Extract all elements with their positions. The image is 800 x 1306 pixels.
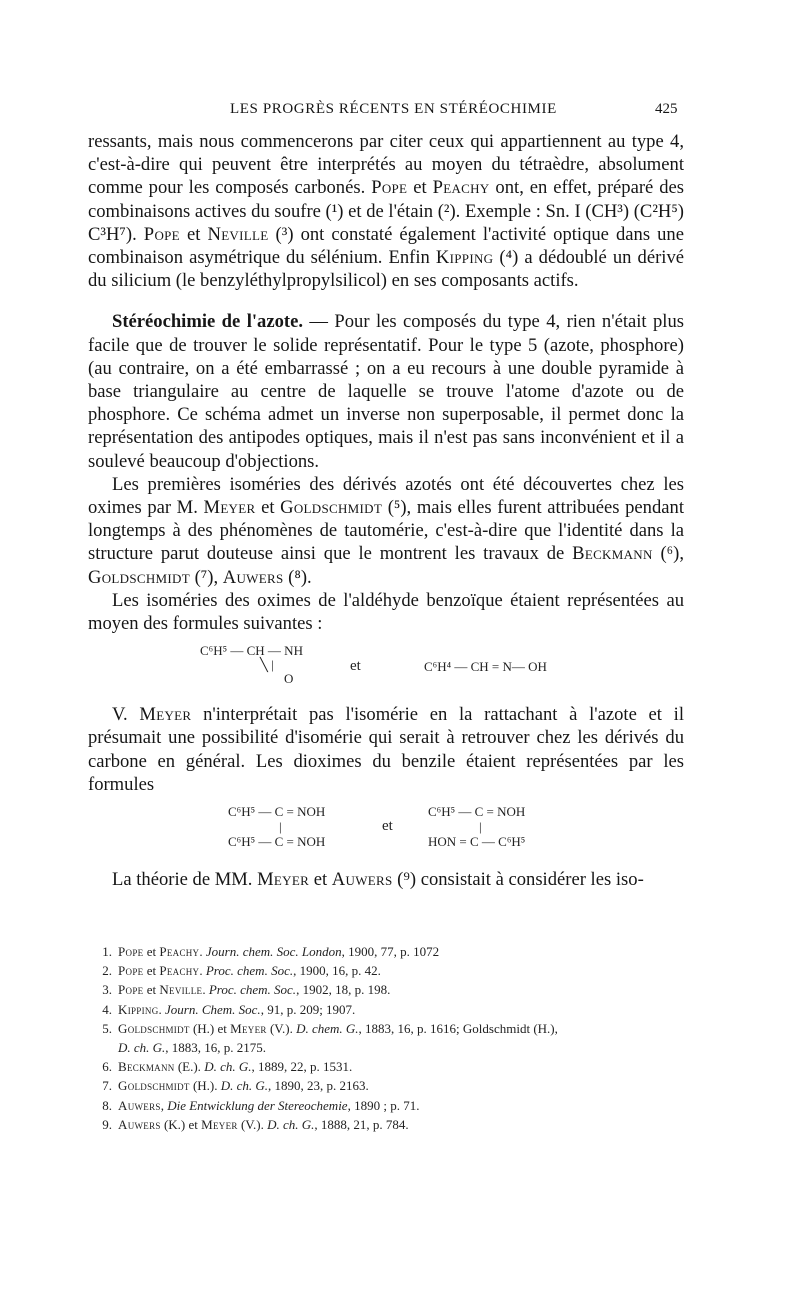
formula-conjunction: et bbox=[382, 818, 393, 835]
footnote-journal: D. ch. G. bbox=[267, 1116, 315, 1132]
footnote-reference: , 1890, 23, p. 2163. bbox=[268, 1078, 369, 1094]
footnote-reference: , 91, p. 209; 1907. bbox=[260, 1001, 356, 1017]
footnote bbox=[88, 1019, 708, 1038]
formula-left-bottom: O bbox=[284, 671, 294, 687]
text-run: n'interprétait pas l'isomérie en la rattachant à l'azote et il présumait une possibilité d'isomérie qui serait à retrouver chez les dérivés du carbone en général. Les dioximes du benzile étaient représentées par les formules bbox=[88, 704, 684, 795]
footnote-journal: D. ch. G. bbox=[118, 1040, 166, 1056]
footnote-author: Auwers bbox=[118, 1116, 161, 1132]
author-name: Auwers bbox=[331, 869, 393, 891]
footnote-number: 7. bbox=[102, 1078, 112, 1094]
footnote-journal: Journ. chem. Soc. London bbox=[205, 944, 342, 959]
footnote-number: 4. bbox=[102, 1001, 112, 1017]
paragraph-5 bbox=[88, 703, 684, 796]
footnote-author: Goldschmidt bbox=[118, 1078, 190, 1094]
footnote-number: 1. bbox=[102, 944, 112, 959]
footnote-text: . bbox=[202, 982, 209, 998]
footnote-reference: , 1900, 16, p. 42. bbox=[293, 963, 381, 979]
footnote-text: (K.) et bbox=[160, 1116, 202, 1132]
text-run: (⁹) consistait à considérer les iso- bbox=[392, 869, 644, 891]
paragraph-6 bbox=[88, 868, 684, 891]
footnote-number: 6. bbox=[102, 1059, 112, 1075]
section-heading: Stéréochimie de l'azote. bbox=[112, 311, 303, 333]
footnote-author: Pope bbox=[118, 944, 144, 959]
author-name: Kipping bbox=[435, 247, 494, 269]
author-name: Pope bbox=[371, 177, 408, 199]
text-run: (⁴) a dédoublé un dérivé du silicium (le benzyléthylpropylsilicol) en ses composants actifs. bbox=[88, 247, 684, 292]
text-run: (⁸). bbox=[283, 566, 312, 588]
text-run: (³) ont constaté également l'activité optique dans une combinaison asymétrique du sélénium. Enfin bbox=[88, 223, 684, 269]
author-name: Auwers bbox=[222, 566, 284, 588]
footnote-reference: , 1890 ; p. 71. bbox=[347, 1097, 420, 1113]
footnote-number: 3. bbox=[102, 982, 112, 998]
footnote-text: (V.). bbox=[237, 1116, 268, 1132]
footnote bbox=[88, 1057, 708, 1076]
text-run: (⁷), bbox=[189, 566, 223, 588]
footnote-text: et bbox=[143, 963, 160, 979]
footnote-journal: Journ. Chem. Soc. bbox=[165, 1001, 261, 1017]
formula-conjunction: et bbox=[350, 658, 361, 675]
footnote-journal: Die Entwicklung der Stereochemie bbox=[167, 1097, 348, 1113]
text-run: (⁶), bbox=[652, 543, 684, 565]
formula-left-line3: C⁶H⁵ — C = NOH bbox=[228, 834, 326, 850]
footnotes bbox=[88, 942, 708, 1134]
footnote-text: (H.). bbox=[189, 1078, 221, 1094]
footnote-journal: D. ch. G. bbox=[204, 1059, 252, 1075]
footnote bbox=[88, 1038, 708, 1057]
footnote-reference: , 1888, 21, p. 784. bbox=[314, 1116, 409, 1132]
author-name: Goldschmidt bbox=[88, 566, 190, 588]
footnote-author: Beckmann bbox=[118, 1059, 175, 1075]
footnote-text: et bbox=[143, 982, 160, 998]
paragraph-4: Les isoméries des oximes de l'aldéhyde benzoïque étaient représentées au moyen des formules suivantes : bbox=[88, 589, 684, 635]
footnote bbox=[88, 980, 708, 999]
footnote-journal: D. chem. G. bbox=[296, 1020, 359, 1036]
running-title: LES PROGRÈS RÉCENTS EN STÉRÉOCHIMIE bbox=[230, 101, 557, 117]
footnote-reference: , 1883, 16, p. 2175. bbox=[165, 1040, 267, 1056]
paragraph-2 bbox=[88, 310, 684, 472]
footnote-text: (H.) et bbox=[189, 1020, 231, 1036]
footnote-author: Auwers bbox=[118, 1097, 161, 1113]
footnote-text: (E.). bbox=[174, 1059, 205, 1075]
formula-left-line1: C⁶H⁵ — C = NOH bbox=[228, 804, 326, 820]
paragraph-3 bbox=[88, 473, 684, 589]
author-name: Meyer bbox=[139, 704, 192, 726]
author-name: Neville bbox=[207, 223, 269, 245]
formula-right-line1: C⁶H⁵ — C = NOH bbox=[428, 804, 526, 820]
footnote-text: , bbox=[160, 1097, 168, 1113]
page-number: 425 bbox=[655, 101, 678, 117]
footnote-author: Pope bbox=[118, 982, 144, 998]
footnote-reference: , 1883, 16, p. 1616; Goldschmidt (H.), bbox=[358, 1020, 558, 1036]
footnote-author: Goldschmidt bbox=[118, 1020, 190, 1036]
formula-aldehyde-oximes bbox=[88, 643, 684, 697]
footnote-author: Peachy bbox=[159, 944, 200, 959]
footnote-author: Meyer bbox=[201, 1116, 238, 1132]
author-name: Peachy bbox=[432, 177, 490, 199]
formula-left-bond: ╲ | bbox=[260, 657, 274, 673]
formula-right-bond: | bbox=[479, 819, 482, 835]
footnote-journal: D. ch. G. bbox=[220, 1078, 269, 1094]
main-text bbox=[88, 130, 684, 891]
footnote-reference: , 1902, 18, p. 198. bbox=[296, 982, 391, 998]
text-run: V. bbox=[112, 704, 140, 726]
text-run: ont, en effet, préparé des combinaisons actives du soufre (¹) et de l'étain (²). Exemple : Sn. I (CH³) (C²H⁵) C³H⁷). bbox=[88, 177, 685, 245]
formula-right: C⁶H⁴ — CH = N— OH bbox=[424, 659, 547, 675]
author-name: Pope bbox=[143, 223, 180, 245]
footnote-author: Meyer bbox=[230, 1020, 267, 1036]
text-run: et bbox=[309, 869, 332, 891]
footnote-number: 2. bbox=[102, 963, 112, 979]
text-run: et bbox=[255, 497, 281, 519]
text-run: Les premières isoméries des dérivés azotés ont été découvertes chez les oximes par M. bbox=[88, 473, 684, 519]
footnote bbox=[88, 1076, 708, 1095]
footnote bbox=[88, 1115, 708, 1134]
footnote bbox=[88, 1096, 708, 1115]
formula-benzile-dioximes bbox=[88, 804, 684, 862]
footnote-author: Neville bbox=[159, 982, 203, 998]
author-name: Meyer bbox=[257, 869, 310, 891]
author-name: Meyer bbox=[203, 497, 256, 519]
footnote-journal: Proc. chem. Soc. bbox=[205, 963, 294, 979]
footnote bbox=[88, 1000, 708, 1019]
footnote bbox=[88, 942, 708, 961]
footnote-reference: , 1900, 77, p. 1072 bbox=[341, 944, 440, 959]
text-run: ressants, mais nous commencerons par citer ceux qui appartiennent au type 4, c'est-à-dire qui peuvent être interprétés au moyen du tétraèdre, absolument comme pour les composés carbonés. bbox=[88, 131, 684, 199]
author-name: Beckmann bbox=[572, 543, 653, 565]
paragraph-1 bbox=[88, 130, 684, 292]
text-run: et bbox=[179, 223, 208, 245]
footnote-journal: Proc. chem. Soc. bbox=[208, 982, 297, 998]
footnote-text: . bbox=[199, 944, 206, 959]
footnote-text: (V.). bbox=[266, 1020, 297, 1036]
running-header bbox=[0, 101, 800, 125]
footnote-author: Kipping bbox=[118, 1001, 159, 1017]
formula-right-line3: HON = C — C⁶H⁵ bbox=[428, 834, 526, 850]
footnote-number: 8. bbox=[102, 1097, 112, 1113]
footnote-author: Peachy bbox=[159, 963, 200, 979]
text-run: et bbox=[407, 177, 433, 199]
text-run: (⁵), mais elles furent attribuées pendant longtemps à des phénomènes de tautomérie, c'est-à-dire que l'identité dans la structure parut douteuse ainsi que le montrent les travaux de bbox=[88, 497, 684, 565]
footnote bbox=[88, 961, 708, 980]
footnote-reference: , 1889, 22, p. 1531. bbox=[251, 1059, 353, 1075]
formula-left-top: C⁶H⁵ — CH — NH bbox=[200, 643, 303, 659]
footnote-text: et bbox=[143, 944, 160, 959]
text-run: La théorie de MM. bbox=[112, 869, 258, 891]
footnote-author: Pope bbox=[118, 963, 144, 979]
formula-left-bond: | bbox=[279, 819, 282, 835]
footnote-text: . bbox=[199, 963, 206, 979]
text-run: — Pour les composés du type 4, rien n'était plus facile que de trouver le solide représentatif. Pour le type 5 (azote, phosphore) (au contraire, on a été embarrassé ; on a eu recours à une double pyramide à base triangulaire au centre de laquelle se trouve l'atome d'azote ou de phosphore. Ce schéma admet un inverse non superposable, il permet donc la représentation des antipodes optiques, mais il n'est pas sans inconvénient et il a soulevé beaucoup d'objections. bbox=[88, 311, 684, 472]
footnote-text: . bbox=[158, 1001, 165, 1017]
author-name: Goldschmidt bbox=[280, 497, 383, 519]
footnote-number: 5. bbox=[102, 1020, 112, 1036]
footnote-number: 9. bbox=[102, 1116, 112, 1132]
